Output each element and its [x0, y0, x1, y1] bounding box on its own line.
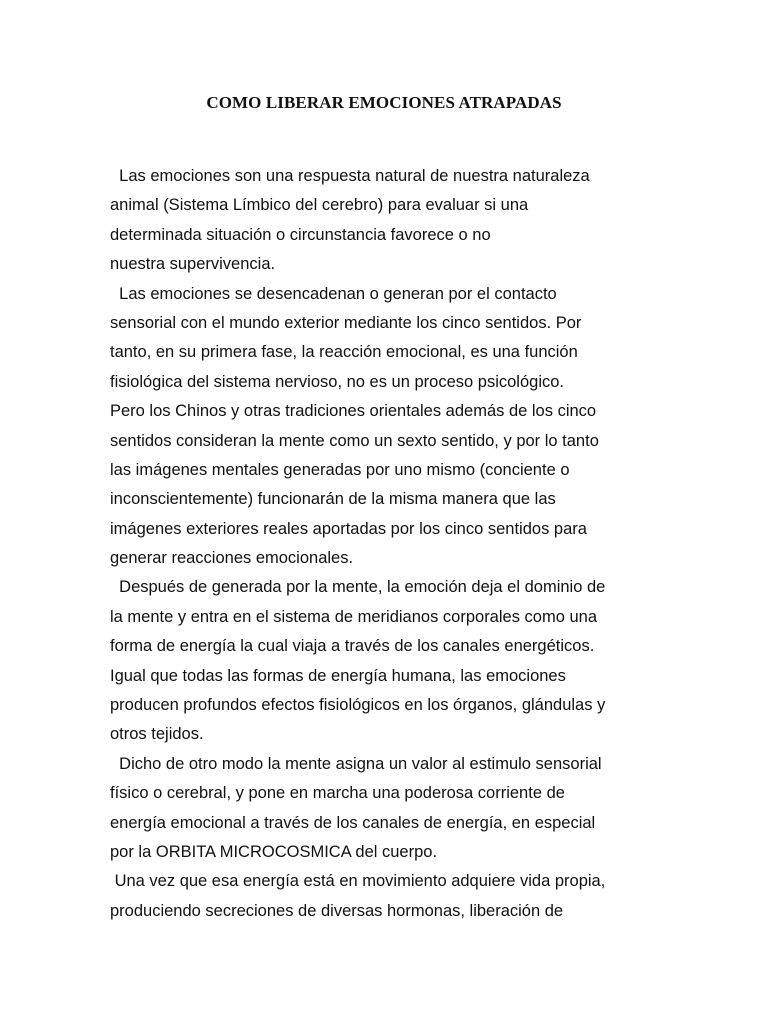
body-line: animal (Sistema Límbico del cerebro) para evaluar si una	[110, 196, 529, 215]
body-line: sentidos consideran la mente como un sexto sentido, y por lo tanto	[110, 431, 599, 450]
body-line: por la ORBITA MICROCOSMICA del cuerpo.	[110, 842, 438, 861]
body-line: tanto, en su primera fase, la reacción emocional, es una función	[110, 343, 578, 362]
body-line: energía emocional a través de los canales de energía, en especial	[110, 813, 596, 832]
body-line: generar reacciones emocionales.	[110, 549, 354, 568]
body-line: sensorial con el mundo exterior mediante los cinco sentidos. Por	[110, 313, 582, 332]
body-line: Una vez que esa energía está en movimiento adquiere vida propia,	[110, 872, 606, 891]
body-line: físico o cerebral, y pone en marcha una poderosa corriente de	[110, 784, 565, 803]
body-line: nuestra supervivencia.	[110, 255, 276, 274]
body-line: produciendo secreciones de diversas hormonas, liberación de	[110, 901, 564, 920]
body-line: Pero los Chinos y otras tradiciones orientales además de los cinco	[110, 402, 597, 421]
document-title: COMO LIBERAR EMOCIONES ATRAPADAS	[206, 93, 562, 112]
body-line: otros tejidos.	[110, 725, 204, 744]
body-line: Dicho de otro modo la mente asigna un valor al estimulo sensorial	[110, 754, 602, 773]
body-line: Las emociones son una respuesta natural de nuestra naturaleza	[110, 167, 590, 185]
body-line: producen profundos efectos fisiológicos en los órganos, glándulas y	[110, 696, 606, 715]
body-line: las imágenes mentales generadas por uno mismo (conciente o	[110, 460, 570, 479]
body-line: la mente y entra en el sistema de meridianos corporales como una	[110, 607, 597, 626]
body-line: determinada situación o circunstancia favorece o no	[110, 225, 491, 244]
body-line: Igual que todas las formas de energía humana, las emociones	[110, 666, 566, 685]
body-line: forma de energía la cual viaja a través de los canales energéticos.	[110, 637, 595, 656]
body-line: inconscientemente) funcionarán de la misma manera que las	[110, 490, 556, 509]
body-line: Después de generada por la mente, la emoción deja el dominio de	[110, 578, 606, 597]
document-body	[110, 162, 670, 926]
body-line: Las emociones se desencadenan o generan por el contacto	[110, 284, 557, 303]
body-line: imágenes exteriores reales aportadas por los cinco sentidos para	[110, 519, 587, 538]
body-line: fisiológica del sistema nervioso, no es un proceso psicológico.	[110, 372, 564, 391]
